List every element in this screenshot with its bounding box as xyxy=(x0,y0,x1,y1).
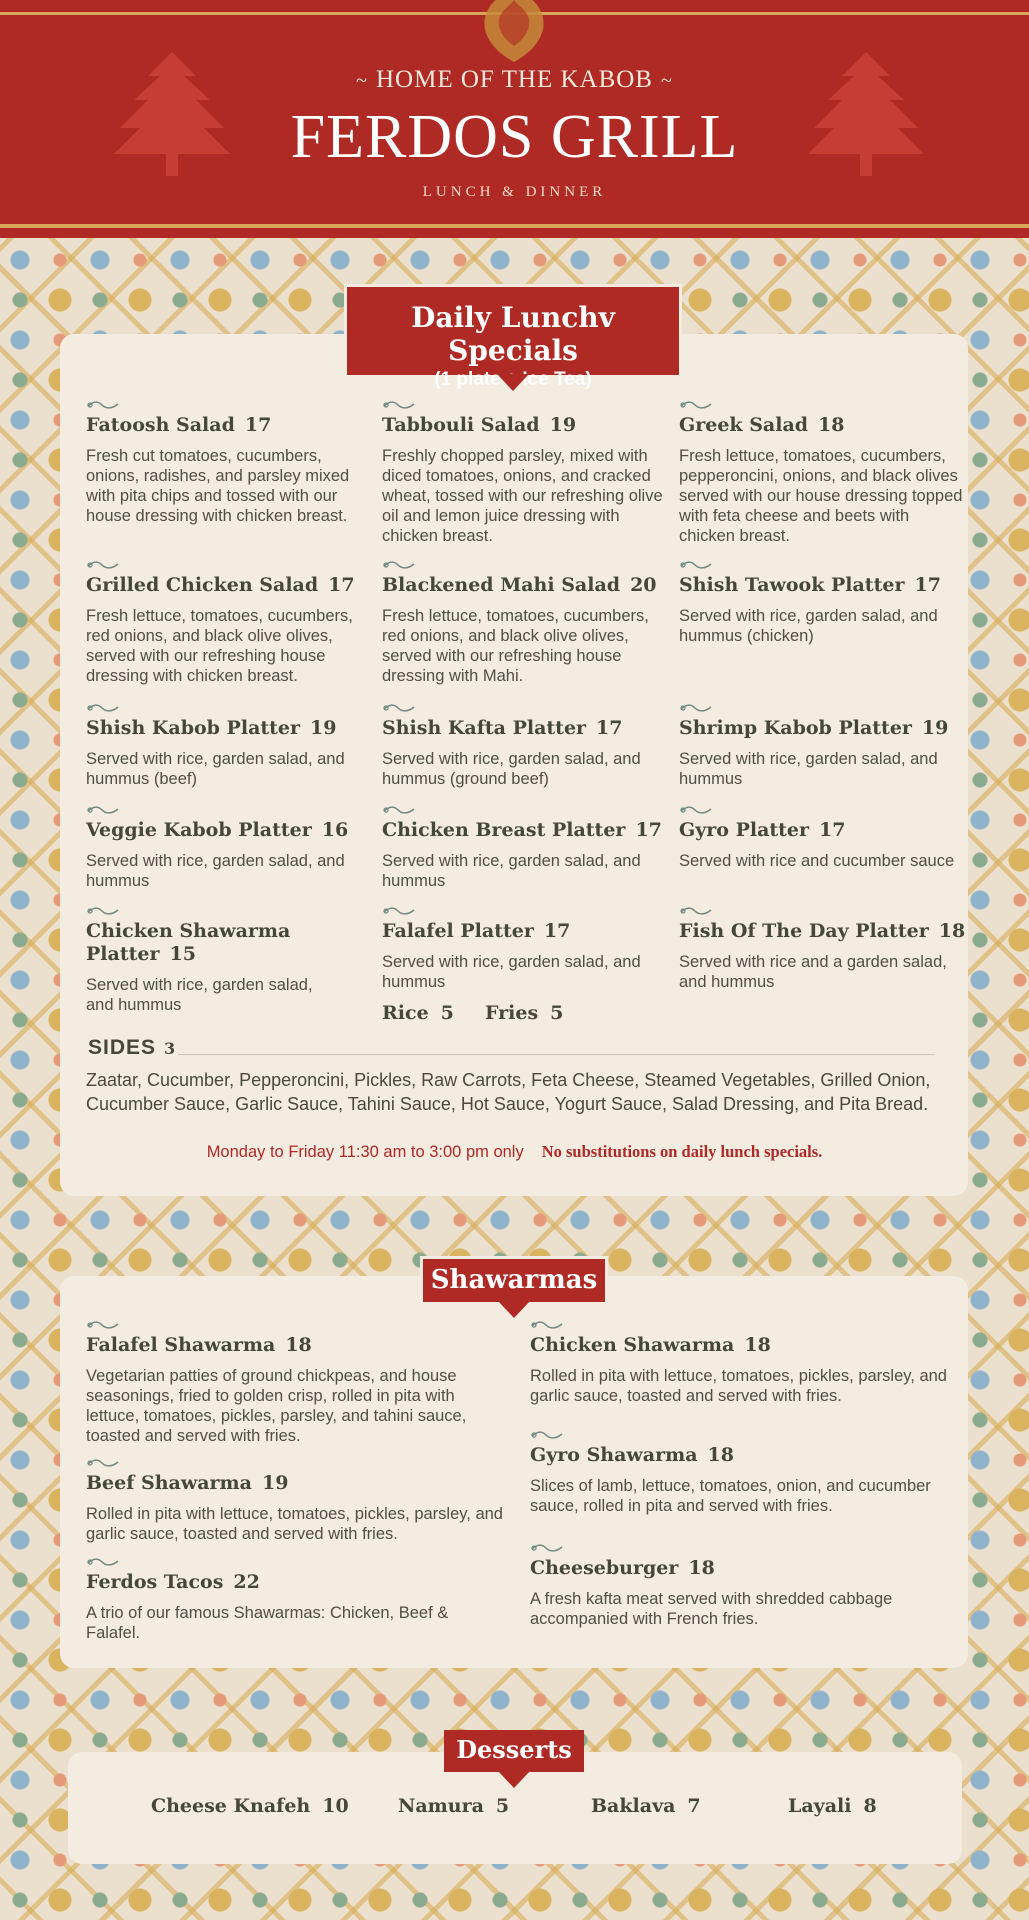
item-price: 19 xyxy=(310,717,337,739)
flourish-icon xyxy=(679,703,713,713)
dessert-item xyxy=(788,1795,877,1817)
sides-price: 3 xyxy=(164,1039,177,1058)
dessert-item xyxy=(398,1795,509,1817)
shawarmas-banner xyxy=(420,1256,608,1302)
sides-list: Zaatar, Cucumber, Pepperoncini, Pickles, Raw Carrots, Feta Cheese, Steamed Vegetables, Grilled Onion, Cucumber Sauce, Garlic Sauce, Tahini Sauce, Hot Sauce, Yogurt Sauce, Salad Dressing, and Pita Bread. xyxy=(86,1070,931,1114)
item-price: 15 xyxy=(169,943,196,965)
item-name: Tabbouli Salad xyxy=(382,414,540,436)
flourish-icon xyxy=(382,805,416,815)
lunch-specials-subtitle: (1 plate + Ice Tea) xyxy=(434,369,592,390)
item-title xyxy=(382,819,672,842)
item-description: Served with rice and a garden salad, and hummus xyxy=(679,953,947,991)
lunch-hours: Monday to Friday 11:30 am to 3:00 pm only xyxy=(206,1143,524,1161)
extra-item xyxy=(382,1002,454,1024)
item-price: 18 xyxy=(744,1334,771,1356)
item-description: Freshly chopped parsley, mixed with diced tomatoes, onions, and cracked wheat, tossed with our refreshing olive oil and lemon juice dressing with chicken breast. xyxy=(382,447,663,545)
item-title xyxy=(679,574,969,597)
item-title xyxy=(86,819,376,842)
menu-item xyxy=(86,805,376,891)
flourish-icon xyxy=(86,1557,120,1567)
item-price: 18 xyxy=(938,920,966,942)
item-description: Served with rice, garden salad, and hummus xyxy=(86,852,345,890)
item-description: Served with rice, garden salad, and hummus xyxy=(86,976,313,1014)
menu-item xyxy=(382,805,672,891)
item-name: Shish Tawook Platter xyxy=(679,574,905,596)
extra-name: Rice xyxy=(382,1002,429,1024)
item-price: 19 xyxy=(549,414,577,436)
item-name: Grilled Chicken Salad xyxy=(86,574,319,596)
item-price: 17 xyxy=(244,414,272,436)
item-title xyxy=(530,1444,950,1467)
item-price: 17 xyxy=(914,574,941,596)
item-price: 18 xyxy=(707,1444,734,1466)
flourish-icon: ~ xyxy=(356,70,368,92)
flourish-icon xyxy=(382,400,416,410)
item-title xyxy=(382,717,672,740)
dessert-price: 7 xyxy=(687,1795,701,1817)
item-price: 22 xyxy=(233,1571,260,1593)
flourish-icon xyxy=(86,805,120,815)
menu-item xyxy=(530,1320,950,1406)
item-name: Blackened Mahi Salad xyxy=(382,574,621,596)
menu-item xyxy=(382,906,672,992)
item-title xyxy=(86,574,376,597)
flourish-icon xyxy=(86,703,120,713)
extra-name: Fries xyxy=(485,1002,539,1024)
flourish-icon xyxy=(86,1320,120,1330)
item-price: 17 xyxy=(819,819,846,841)
item-name: Greek Salad xyxy=(679,414,809,436)
flourish-icon xyxy=(86,560,120,570)
item-name: Gyro Platter xyxy=(679,819,810,841)
desserts-title: Desserts xyxy=(456,1735,572,1764)
ornament-crest-icon xyxy=(462,0,566,62)
item-price: 19 xyxy=(261,1472,289,1494)
item-name: Chicken Breast Platter xyxy=(382,819,626,841)
item-description: A trio of our famous Shawarmas: Chicken, Beef & Falafel. xyxy=(86,1604,449,1642)
item-name: Falafel Shawarma xyxy=(86,1334,276,1356)
item-title xyxy=(86,1571,466,1594)
flourish-icon xyxy=(382,560,416,570)
item-title xyxy=(679,819,969,842)
item-name: Gyro Shawarma xyxy=(530,1444,698,1466)
item-name: Shish Kafta Platter xyxy=(382,717,587,739)
flourish-icon xyxy=(679,906,713,916)
item-price: 17 xyxy=(596,717,623,739)
flourish-icon: ~ xyxy=(660,70,673,92)
item-title xyxy=(530,1334,950,1357)
dessert-price: 5 xyxy=(495,1795,510,1817)
item-price: 16 xyxy=(321,819,349,841)
dessert-name: Namura xyxy=(398,1795,484,1817)
extra-price: 5 xyxy=(440,1002,454,1024)
item-name: Fish Of The Day Platter xyxy=(679,920,929,942)
lunch-note xyxy=(0,1142,1029,1162)
item-description: Vegetarian patties of ground chickpeas, and house seasonings, fried to golden crisp, rolled in pita with lettuce, tomatoes, pickles, parsley, and tahini sauce, toasted and served with fries. xyxy=(86,1367,467,1445)
menu-item xyxy=(679,703,969,789)
lunch-specials-banner xyxy=(344,284,682,390)
item-title xyxy=(86,920,316,966)
dessert-price: 8 xyxy=(863,1795,877,1817)
menu-item xyxy=(382,400,672,546)
item-price: 17 xyxy=(328,574,355,596)
item-price: 18 xyxy=(688,1557,715,1579)
dessert-item xyxy=(591,1795,701,1817)
menu-item xyxy=(86,560,376,686)
lunch-policy: No substitutions on daily lunch specials. xyxy=(541,1142,823,1161)
flourish-icon xyxy=(530,1430,564,1440)
item-title xyxy=(86,1472,506,1495)
item-price: 19 xyxy=(921,717,949,739)
item-description: Fresh lettuce, tomatoes, cucumbers, pepperoncini, onions, and black olives served with our house dressing topped with feta cheese and beets with chicken breast. xyxy=(679,447,963,545)
item-name: Fatoosh Salad xyxy=(86,414,235,436)
item-price: 18 xyxy=(818,414,845,436)
item-description: Rolled in pita with lettuce, tomatoes, pickles, parsley, and garlic sauce, toasted and served with fries. xyxy=(530,1367,947,1405)
shawarmas-title: Shawarmas xyxy=(430,1265,598,1295)
flourish-icon xyxy=(679,560,713,570)
sides-label: SIDES xyxy=(88,1036,157,1059)
dessert-name: Baklava xyxy=(591,1795,676,1817)
item-title xyxy=(679,717,969,740)
item-description: A fresh kafta meat served with shredded cabbage accompanied with French fries. xyxy=(530,1590,893,1628)
item-title xyxy=(86,1334,506,1357)
item-description: Fresh lettuce, tomatoes, cucumbers, red onions, and black olive olives, served with our refreshing house dressing with chicken breast. xyxy=(86,607,353,685)
tagline-text: HOME OF THE KABOB xyxy=(376,66,653,93)
item-price: 17 xyxy=(543,920,571,942)
item-description: Fresh lettuce, tomatoes, cucumbers, red onions, and black olive olives, served with our refreshing house dressing with Mahi. xyxy=(382,607,649,685)
item-price: 17 xyxy=(635,819,662,841)
lunch-specials-title: Daily Lunchv Specials xyxy=(411,301,615,367)
dessert-price: 10 xyxy=(322,1795,349,1817)
flourish-icon xyxy=(86,400,120,410)
item-name: Veggie Kabob Platter xyxy=(86,819,312,841)
item-description: Served with rice and cucumber sauce xyxy=(679,852,955,870)
item-description: Served with rice, garden salad, and hummus xyxy=(382,852,641,890)
item-name: Shrimp Kabob Platter xyxy=(679,717,912,739)
item-title xyxy=(86,414,376,437)
extra-price: 5 xyxy=(550,1002,564,1024)
item-name: Cheeseburger xyxy=(530,1557,679,1579)
menu-item xyxy=(86,1320,506,1446)
item-name: Shish Kabob Platter xyxy=(86,717,301,739)
menu-item xyxy=(86,400,376,526)
item-name: Chicken Shawarma xyxy=(530,1334,735,1356)
item-description: Served with rice, garden salad, and hummus (beef) xyxy=(86,750,345,788)
menu-item xyxy=(530,1543,950,1629)
dessert-name: Cheese Knafeh xyxy=(151,1795,311,1817)
flourish-icon xyxy=(86,1458,120,1468)
item-description: Served with rice, garden salad, and hummus (ground beef) xyxy=(382,750,641,788)
item-price: 20 xyxy=(630,574,657,596)
menu-item xyxy=(679,560,969,646)
item-price: 18 xyxy=(285,1334,312,1356)
dessert-item xyxy=(151,1795,349,1817)
flourish-icon xyxy=(530,1320,564,1330)
item-description: Fresh cut tomatoes, cucumbers, onions, radishes, and parsley mixed with pita chips and tossed with our house dressing with chicken breast. xyxy=(86,447,350,525)
item-description: Rolled in pita with lettuce, tomatoes, pickles, parsley, and garlic sauce, toasted and served with fries. xyxy=(86,1505,503,1543)
item-name: Ferdos Tacos xyxy=(86,1571,224,1593)
menu-subtitle: LUNCH & DINNER xyxy=(422,184,607,200)
flourish-icon xyxy=(86,906,120,916)
item-title xyxy=(679,920,969,943)
menu-item xyxy=(530,1430,950,1516)
flourish-icon xyxy=(679,400,713,410)
menu-header xyxy=(0,0,1029,238)
item-name: Beef Shawarma xyxy=(86,1472,252,1494)
tagline xyxy=(0,66,1029,94)
item-title xyxy=(530,1557,950,1580)
item-name: Falafel Platter xyxy=(382,920,534,942)
item-title xyxy=(679,414,969,437)
item-title xyxy=(382,920,672,943)
item-description: Served with rice, garden salad, and hummus (chicken) xyxy=(679,607,938,645)
menu-item xyxy=(86,1458,506,1544)
menu-item xyxy=(679,805,969,871)
dessert-name: Layali xyxy=(788,1795,852,1817)
sides-heading xyxy=(88,1036,176,1060)
flourish-icon xyxy=(530,1543,564,1553)
item-name: Chicken Shawarma Platter xyxy=(86,920,291,965)
item-description: Served with rice, garden salad, and hummus xyxy=(679,750,938,788)
desserts-banner xyxy=(444,1730,584,1772)
menu-item xyxy=(86,1557,466,1643)
item-title xyxy=(382,574,672,597)
menu-item xyxy=(679,906,969,992)
flourish-icon xyxy=(679,805,713,815)
item-title xyxy=(382,414,672,437)
divider xyxy=(178,1054,935,1055)
restaurant-name: FERDOS GRILL xyxy=(290,103,739,171)
menu-item xyxy=(679,400,969,546)
menu-item xyxy=(86,906,316,1015)
menu-item xyxy=(86,703,376,789)
flourish-icon xyxy=(382,703,416,713)
item-title xyxy=(86,717,376,740)
flourish-icon xyxy=(382,906,416,916)
item-description: Slices of lamb, lettuce, tomatoes, onion, and cucumber sauce, rolled in pita and served with fries. xyxy=(530,1477,931,1515)
menu-item xyxy=(382,703,672,789)
menu-item xyxy=(382,560,672,686)
item-description: Served with rice, garden salad, and hummus xyxy=(382,953,641,991)
extra-item xyxy=(485,1002,563,1024)
